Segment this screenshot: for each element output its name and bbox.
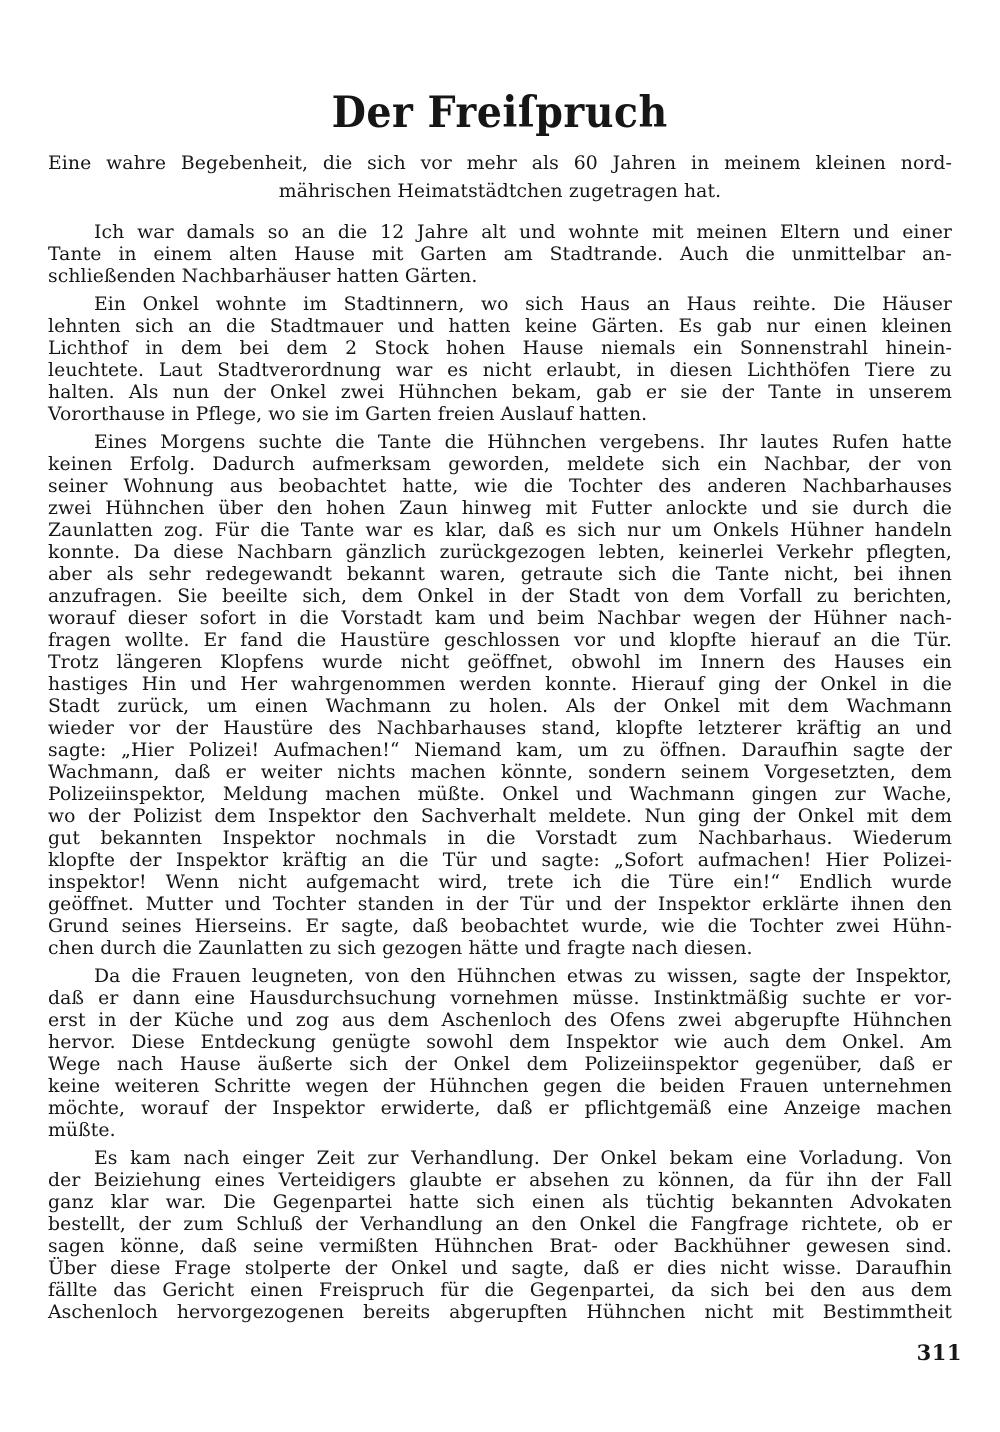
- text-line: Über diese Frage stolperte der Onkel und sagte, daß er dies nicht wisse. Daraufhin: [48, 1258, 952, 1279]
- text-line: gut bekannten Inspektor nochmals in die Vorstadt zum Nachbarhaus. Wiederum: [48, 828, 952, 849]
- page-title: [0, 0, 1000, 138]
- text-line: Eines Morgens suchte die Tante die Hühnchen vergebens. Ihr lautes Rufen hatte: [94, 432, 952, 453]
- text-line: fällte das Gericht einen Freispruch für die Gegenpartei, da sich bei den aus dem: [48, 1280, 952, 1301]
- text-line: wieder vor der Haustüre des Nachbarhauses stand, klopfte letzterer kräftig an und: [48, 718, 952, 739]
- text-line: bestellt, der zum Schluß der Verhandlung an den Onkel die Fangfrage richtete, ob er: [48, 1214, 952, 1235]
- text-line: erst in der Küche und zog aus dem Aschenloch des Ofens zwei abgerupfte Hühnchen: [48, 1010, 952, 1031]
- text-line: hervor. Diese Entdeckung genügte sowohl dem Inspektor wie auch dem Onkel. Am: [48, 1032, 952, 1053]
- paragraph: [48, 966, 952, 1142]
- page-title-text: Der Freiſpruch: [331, 88, 669, 138]
- text-line: Lichthof in dem bei dem 2 Stock hohen Hause niemals ein Sonnenstrahl hinein-: [48, 338, 952, 359]
- text-line: Vororthause in Pflege, wo sie im Garten freien Auslauf hatten.: [48, 404, 648, 425]
- text-line: Zaunlatten zog. Für die Tante war es klar, daß es sich nur um Onkels Hühner handeln: [48, 520, 952, 541]
- text-line: Eine wahre Begebenheit, die sich vor mehr als 60 Jahren in meinem kleinen nord-: [48, 153, 952, 174]
- text-line: aber als sehr redegewandt bekannt waren, getraute sich die Tante nicht, bei ihnen: [48, 564, 952, 585]
- text-line: Tante in einem alten Hause mit Garten am Stadtrande. Auch die unmittelbar an-: [48, 244, 952, 265]
- paragraph: [48, 432, 952, 960]
- text-line: fragen wollte. Er fand die Haustüre geschlossen vor und klopfte hierauf an die Tür.: [48, 630, 952, 651]
- text-line: lehnten sich an die Stadtmauer und hatten keine Gärten. Es gab nur einen kleinen: [48, 316, 952, 337]
- text-line: zwei Hühnchen über den hohen Zaun hinweg mit Futter anlockte und sie durch die: [48, 498, 952, 519]
- text-line: keinen Erfolg. Dadurch aufmerksam geworden, meldete sich ein Nachbar, der von: [48, 454, 952, 475]
- text-line: anzufragen. Sie beeilte sich, dem Onkel in der Stadt von dem Vorfall zu berichten,: [48, 586, 952, 607]
- text-line: chen durch die Zaunlatten zu sich gezogen hätte und fragte nach diesen.: [48, 938, 753, 959]
- text-line: Wege nach Hause äußerte sich der Onkel dem Polizeiinspektor gegenüber, daß er: [48, 1054, 952, 1075]
- text-line: Da die Frauen leugneten, von den Hühnchen etwas zu wissen, sagte der Inspektor,: [94, 966, 952, 987]
- paragraph: [48, 1148, 952, 1324]
- text-line: der Beiziehung eines Verteidigers glaubte er absehen zu können, da für ihn der Fall: [48, 1170, 952, 1191]
- text-line: inspektor! Wenn nicht aufgemacht wird, trete ich die Türe ein!“ Endlich wurde: [48, 872, 952, 893]
- text-line: mährischen Heimatstädtchen zugetragen hat.: [278, 181, 722, 202]
- text-line: keine weiteren Schritte wegen der Hühnchen gegen die beiden Frauen unternehmen: [48, 1076, 952, 1097]
- page-number: 311: [916, 1340, 962, 1365]
- text-line: Ich war damals so an die 12 Jahre alt und wohnte mit meinen Eltern und einer: [94, 222, 952, 243]
- text-line: Es kam nach einger Zeit zur Verhandlung. Der Onkel bekam eine Vorladung. Von: [94, 1148, 952, 1169]
- text-line: sagte: „Hier Polizei! Aufmachen!“ Niemand kam, um zu öffnen. Daraufhin sagte der: [48, 740, 952, 761]
- text-line: ganz klar war. Die Gegenpartei hatte sich einen als tüchtig bekannten Advokaten: [48, 1192, 952, 1213]
- paragraph: [48, 294, 952, 426]
- text-line: geöffnet. Mutter und Tochter standen in der Tür und der Inspektor erklärte ihnen den: [48, 894, 952, 915]
- text-line: klopfte der Inspektor kräftig an die Tür und sagte: „Sofort aufmachen! Hier Polizei-: [48, 850, 952, 871]
- text-line: worauf dieser sofort in die Vorstadt kam und beim Nachbar wegen der Hühner nach-: [48, 608, 952, 629]
- text-line: Stadt zurück, um einen Wachmann zu holen. Als der Onkel mit dem Wachmann: [48, 696, 952, 717]
- text-line: daß er dann eine Hausdurchsuchung vornehmen müsse. Instinktmäßig suchte er vor-: [48, 988, 952, 1009]
- text-line: konnte. Da diese Nachbarn gänzlich zurückgezogen lebten, keinerlei Verkehr pflegten,: [48, 542, 952, 563]
- text-line: Grund seines Hierseins. Er sagte, daß beobachtet wurde, wie die Tochter zwei Hühn-: [48, 916, 952, 937]
- text-line: leuchtete. Laut Stadtverordnung war es nicht erlaubt, in diesen Lichthöfen Tiere zu: [48, 360, 952, 381]
- text-line: möchte, worauf der Inspektor erwiderte, daß er pflichtgemäß eine Anzeige machen: [48, 1098, 952, 1119]
- text-line: Aschenloch hervorgezogenen bereits abgerupften Hühnchen nicht mit Bestimmtheit: [48, 1302, 952, 1323]
- text-line: sagen könne, daß seine vermißten Hühnchen Brat- oder Backhühner gewesen sind.: [48, 1236, 952, 1257]
- paragraph: [48, 222, 952, 288]
- text-line: schließenden Nachbarhäuser hatten Gärten.: [48, 266, 478, 287]
- text-line: Wachmann, daß er weiter nichts machen könnte, sondern seinem Vorgesetzten, dem: [48, 762, 952, 783]
- subtitle: [0, 150, 1000, 206]
- text-line: hastiges Hin und Her wahrgenommen werden konnte. Hierauf ging der Onkel in die: [48, 674, 952, 695]
- body-text: [0, 222, 1000, 1324]
- text-line: seiner Wohnung aus beobachtet hatte, wie die Tochter des anderen Nachbarhauses: [48, 476, 952, 497]
- text-line: wo der Polizist dem Inspektor den Sachverhalt meldete. Nun ging der Onkel mit dem: [48, 806, 952, 827]
- text-line: müßte.: [48, 1120, 116, 1141]
- text-line: halten. Als nun der Onkel zwei Hühnchen bekam, gab er sie der Tante in unserem: [48, 382, 952, 403]
- text-line: Polizeiinspektor, Meldung machen müßte. Onkel und Wachmann gingen zur Wache,: [48, 784, 952, 805]
- text-line: Trotz längeren Klopfens wurde nicht geöffnet, obwohl im Innern des Hauses ein: [48, 652, 952, 673]
- text-line: Ein Onkel wohnte im Stadtinnern, wo sich Haus an Haus reihte. Die Häuser: [94, 294, 952, 315]
